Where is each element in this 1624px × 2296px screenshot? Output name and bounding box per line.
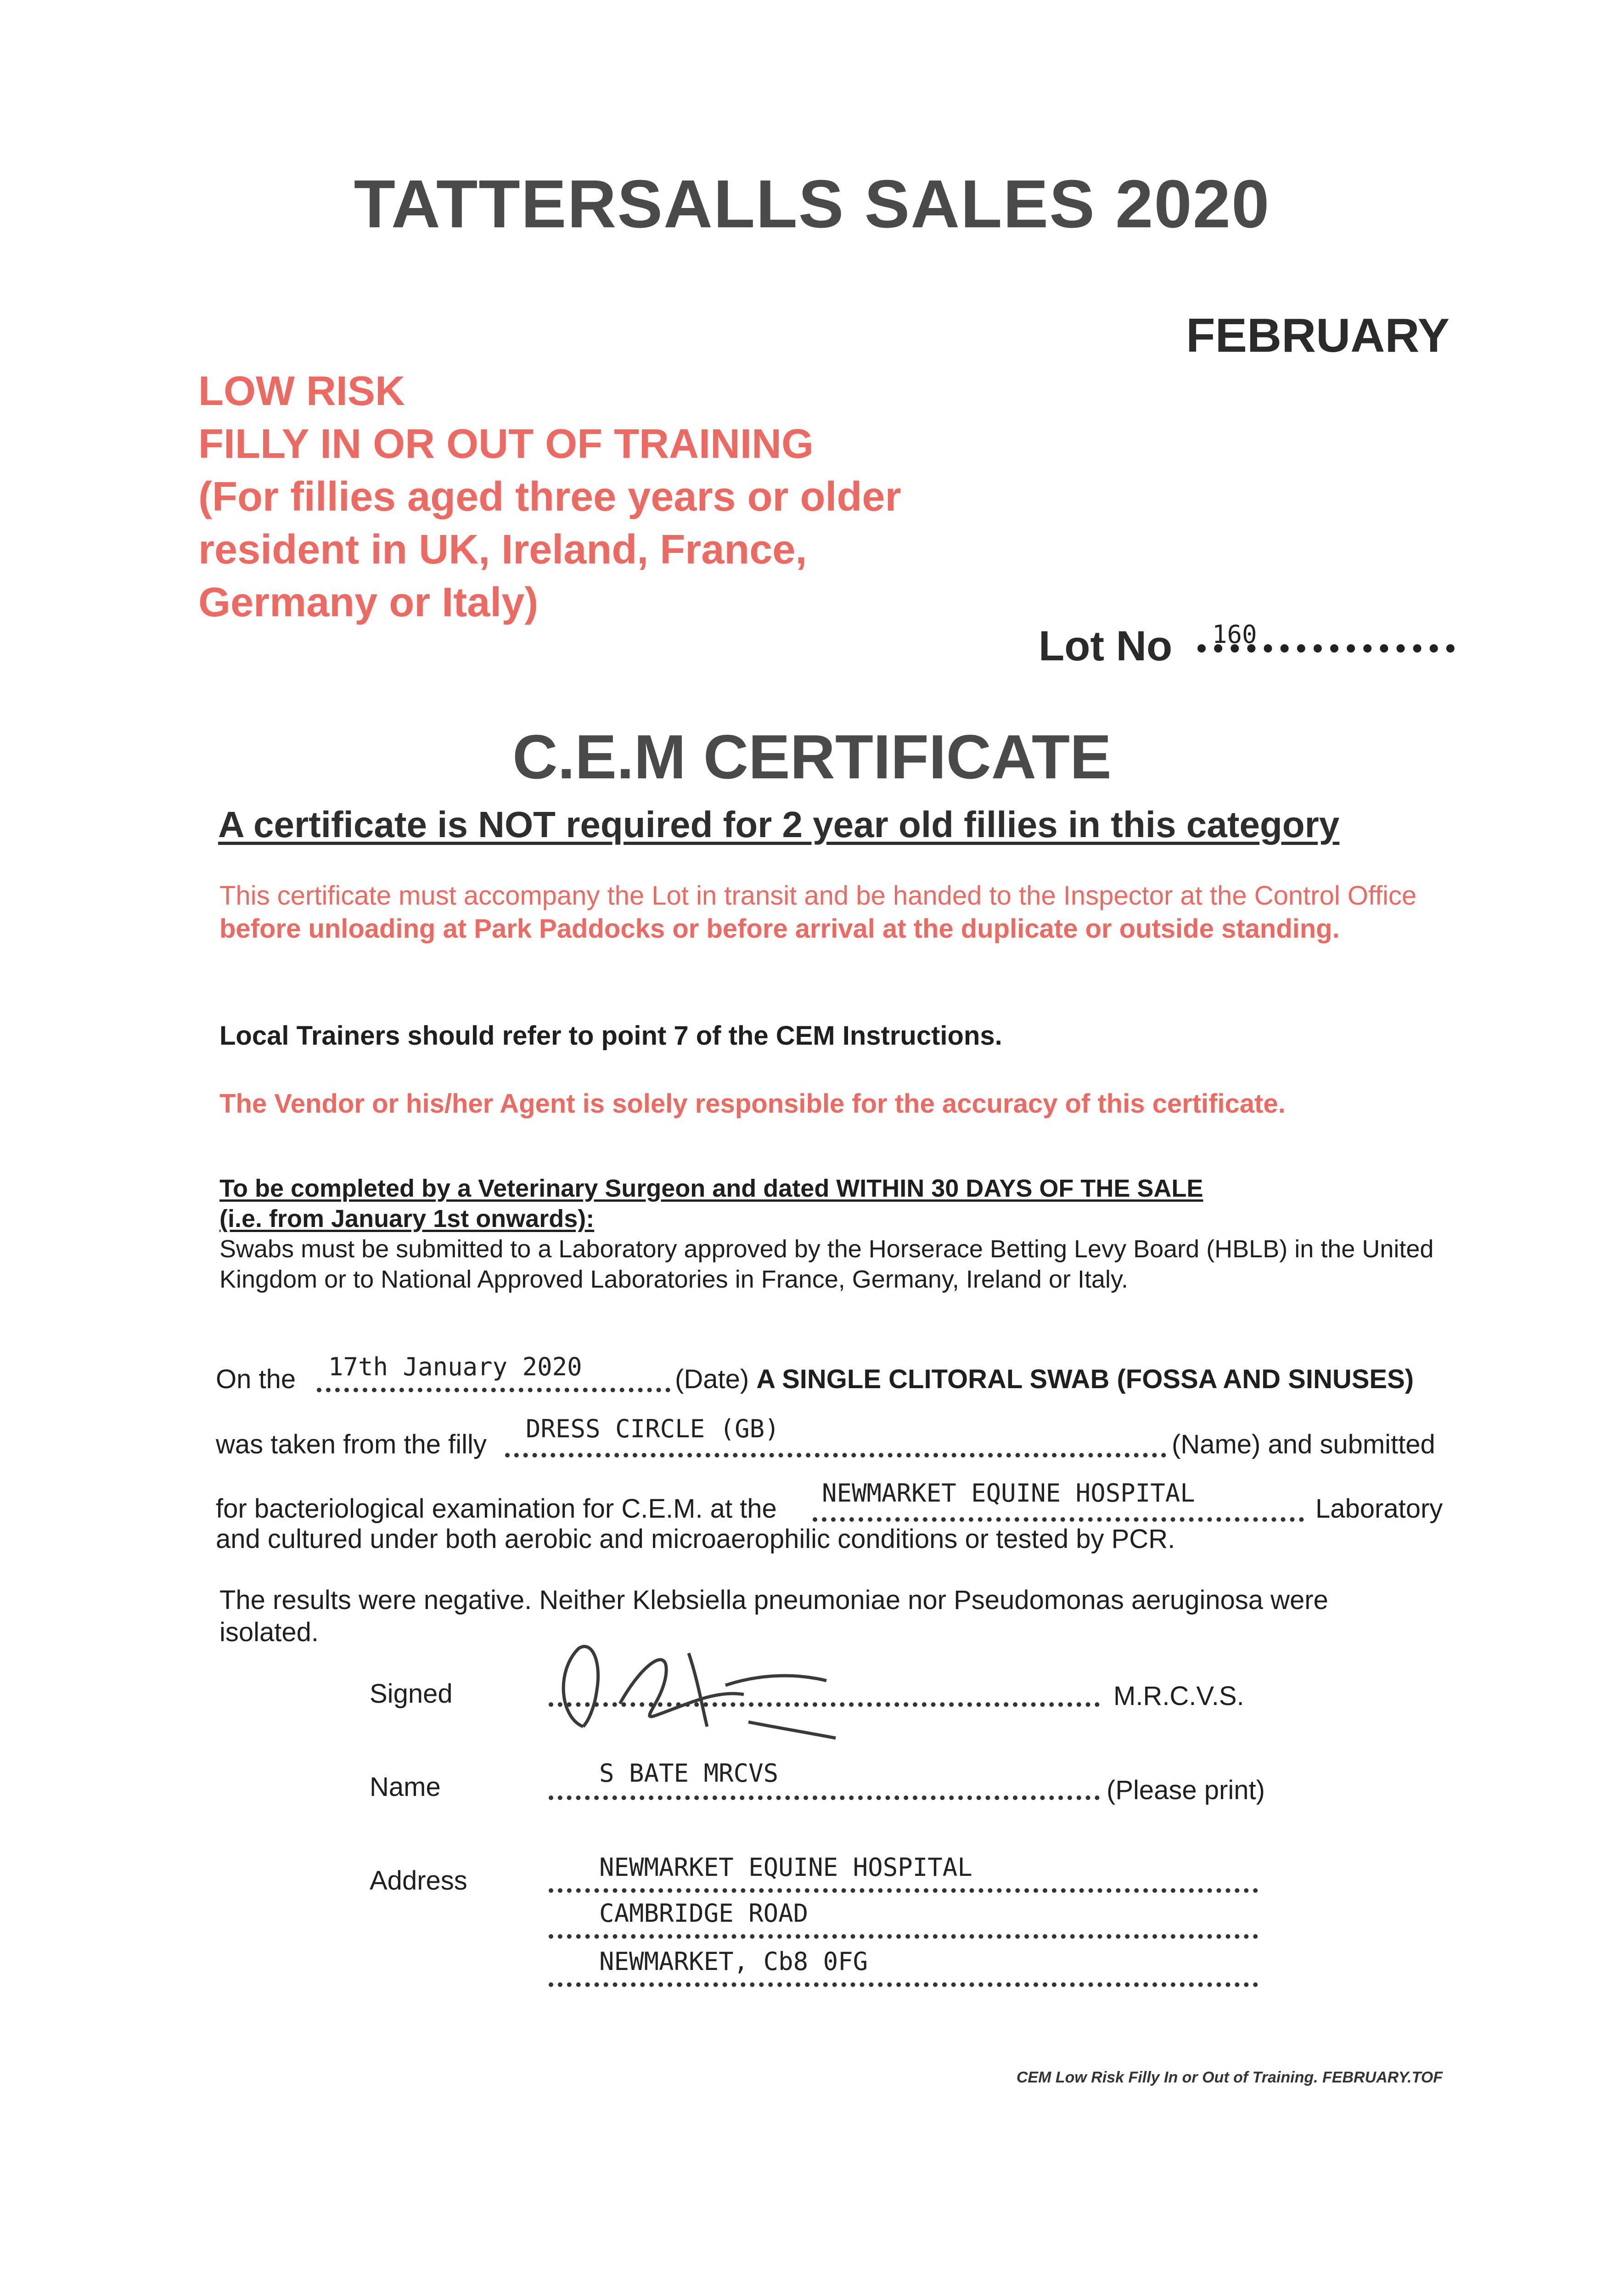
lab-row-label: for bacteriological examination for C.E.M. at the (216, 1494, 777, 1524)
local-trainers-note: Local Trainers should refer to point 7 of the CEM Instructions. (219, 1021, 1002, 1051)
signature-icon (551, 1635, 863, 1740)
please-print-label: (Please print) (1107, 1775, 1265, 1805)
filly-name-suffix: (Name) and submitted (1172, 1429, 1435, 1459)
date-dotted-line (317, 1387, 670, 1392)
document-title: TATTERSALLS SALES 2020 (354, 166, 1270, 242)
category-line-3: (For fillies aged three years or older (198, 474, 901, 520)
lab-dotted-line (813, 1516, 1304, 1522)
name-dotted-line (549, 1795, 1100, 1800)
name-label: Name (370, 1772, 441, 1802)
completion-heading: To be completed by a Veterinary Surgeon and dated WITHIN 30 DAYS OF THE SALE (219, 1175, 1203, 1202)
on-the-label: On the (216, 1364, 296, 1394)
signed-label: Signed (370, 1679, 453, 1709)
footer-reference: CEM Low Risk Filly In or Out of Training. FEBRUARY.TOF (1016, 2069, 1443, 2086)
lot-label: Lot No (1039, 623, 1173, 670)
certificate-note: A certificate is NOT required for 2 year old fillies in this category (218, 804, 1340, 845)
transit-text-a: This certificate must accompany the Lot in transit and be handed to the Inspector at the Control Office (219, 881, 1417, 911)
completion-date-range: (i.e. from January 1st onwards): (219, 1205, 595, 1232)
mrcvs-label: M.R.C.V.S. (1113, 1681, 1244, 1711)
address-dotted-line-1 (549, 1887, 1258, 1893)
address-dotted-line-2 (549, 1933, 1258, 1939)
lot-number-value: 160 (1212, 620, 1257, 649)
address-line-2: CAMBRIDGE ROAD (599, 1899, 809, 1928)
transit-text-b: before unloading at Park Paddocks or before arrival at the duplicate or outside standing. (219, 914, 1340, 944)
date-value: 17th January 2020 (328, 1352, 582, 1381)
name-value: S BATE MRCVS (599, 1759, 779, 1788)
sale-month: FEBRUARY (1186, 309, 1450, 362)
swab-type: A SINGLE CLITORAL SWAB (FOSSA AND SINUSES) (756, 1364, 1414, 1394)
completion-instructions (219, 1173, 1459, 1294)
transit-instructions (219, 879, 1422, 945)
address-line-1: NEWMARKET EQUINE HOSPITAL (599, 1853, 972, 1882)
culture-text: and cultured under both aerobic and microaerophilic conditions or tested by PCR. (216, 1524, 1175, 1554)
address-dotted-line-3 (549, 1981, 1258, 1987)
filly-dotted-line (505, 1452, 1166, 1458)
date-row (216, 1364, 296, 1395)
filly-name-value: DRESS CIRCLE (GB) (526, 1414, 780, 1443)
filly-row-label: was taken from the filly (216, 1429, 487, 1459)
lab-value: NEWMARKET EQUINE HOSPITAL (822, 1479, 1195, 1508)
vendor-responsibility-note: The Vendor or his/her Agent is solely responsible for the accuracy of this certificate. (219, 1089, 1286, 1119)
category-line-2: FILLY IN OR OUT OF TRAINING (198, 421, 814, 467)
category-line-5: Germany or Italy) (198, 580, 539, 625)
address-label: Address (370, 1866, 467, 1896)
certificate-title: C.E.M CERTIFICATE (512, 722, 1112, 792)
swab-submission-text: Swabs must be submitted to a Laboratory approved by the Horserace Betting Levy Board (HBLB) in the United Kingdom or to National Approved Laboratories in France, Germany, Ireland or Italy. (219, 1235, 1434, 1293)
results-text: The results were negative. Neither Klebsiella pneumoniae nor Pseudomonas aeruginosa were isolated. (219, 1585, 1328, 1647)
lab-suffix: Laboratory (1315, 1494, 1443, 1524)
date-suffix-label: (Date) (675, 1364, 757, 1394)
category-line-1: LOW RISK (198, 368, 405, 414)
address-line-3: NEWMARKET, Cb8 0FG (599, 1947, 868, 1976)
category-line-4: resident in UK, Ireland, France, (198, 527, 807, 573)
category-block (198, 365, 1208, 629)
date-suffix (675, 1364, 1414, 1395)
